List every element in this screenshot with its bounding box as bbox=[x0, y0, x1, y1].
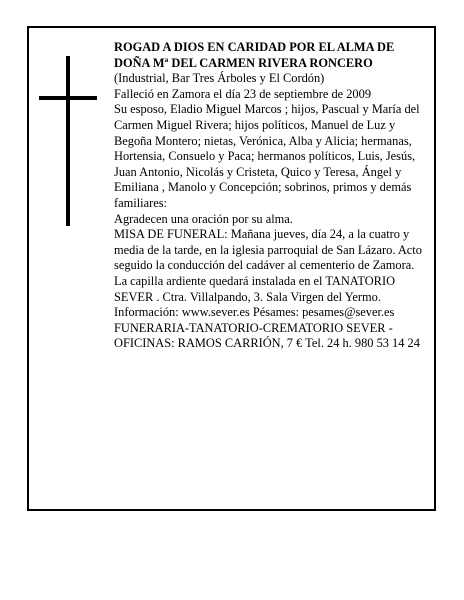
cross-vertical-bar bbox=[66, 56, 70, 226]
obituary-notice bbox=[27, 26, 436, 511]
funeral-mass: MISA DE FUNERAL: Mañana jueves, día 24, a la cuatro y media de la tarde, en la iglesia parroquial de San Lázaro. Acto seguido la conducción del cadáver al cementerio de Zamora. bbox=[114, 227, 422, 273]
contact-info: Información: www.sever.es Pésames: pesames@sever.es bbox=[114, 305, 395, 320]
family-list: Su esposo, Eladio Miguel Marcos ; hijos, Pascual y María del Carmen Miguel Rivera; hijos políticos, Manuel de Luz y Begoña Montero; nietas, Verónica, Alba y Alicia; hermanas, Hortensia, Consuelo y Paca; hermanos políticos, Luis, Jesús, Juan Antonio, Nicolás y Cristeta, Quico y Teresa, Ángel y Emiliana , Manolo y Concepción; sobrinos, primos y demás familiares: bbox=[114, 102, 420, 210]
notice-text bbox=[114, 40, 432, 352]
notice-heading: ROGAD A DIOS EN CARIDAD POR EL ALMA DE DOÑA Mª DEL CARMEN RIVERA RONCERO bbox=[114, 40, 395, 70]
notice-subtitle: (Industrial, Bar Tres Árboles y El Cordón) bbox=[114, 71, 325, 86]
chapel-info: La capilla ardiente quedará instalada en el TANATORIO SEVER . Ctra. Villalpando, 3. Sala Virgen del Yermo. bbox=[114, 273, 396, 304]
death-line: Falleció en Zamora el día 23 de septiembre de 2009 bbox=[114, 86, 372, 101]
thanks-line: Agradecen una oración por su alma. bbox=[114, 211, 293, 226]
funeral-home-info: FUNERARIA-TANATORIO-CREMATORIO SEVER - OFICINAS: RAMOS CARRIÓN, 7 € Tel. 24 h. 980 53 14 24 bbox=[114, 320, 420, 351]
cross-horizontal-bar bbox=[39, 96, 97, 100]
cross-icon bbox=[39, 56, 97, 226]
